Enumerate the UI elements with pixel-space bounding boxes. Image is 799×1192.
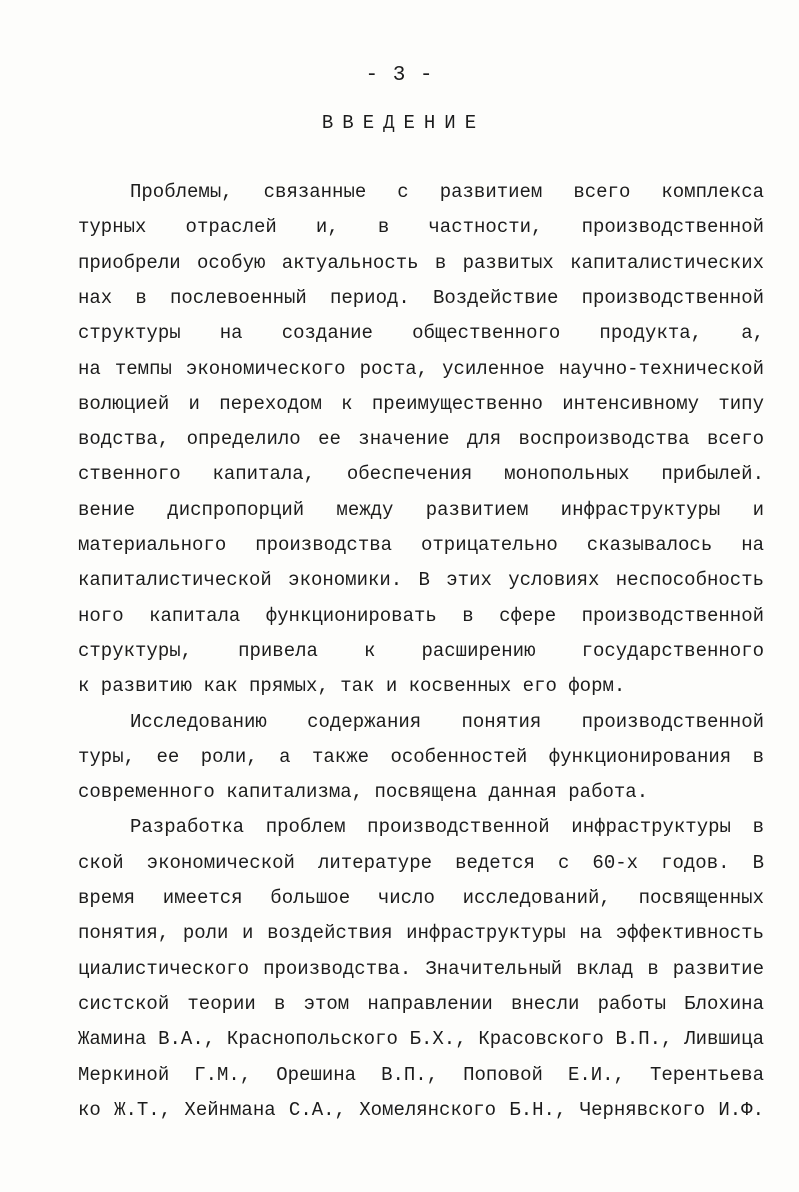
text-line: водства, определило ее значение для воспроизводства всего	[78, 428, 764, 451]
text-line: вение диспропорций между развитием инфраструктуры и	[78, 498, 764, 521]
text-line: циалистического производства. Значительный вклад в развитие	[78, 957, 764, 980]
text-line: нах в послевоенный период. Воздействие производственной	[78, 286, 764, 309]
text-line: Жамина В.А., Краснопольского Б.Х., Красовского В.П., Лившица	[78, 1028, 764, 1051]
text-line: структуры, привела к расширению государственного	[78, 639, 764, 662]
text-line: ного капитала функционировать в сфере производственной	[78, 604, 764, 627]
text-line: время имеется большое число исследований, посвященных	[78, 887, 764, 909]
text-line: ко Ж.Т., Хейнмана С.А., Хомелянского Б.Н., Чернявского И.Ф.	[78, 1098, 764, 1121]
text-line: понятия, роли и воздействия инфраструктуры на эффективность	[78, 922, 764, 945]
text-line: Разработка проблем производственной инфраструктуры в	[130, 816, 764, 839]
text-line: современного капитализма, посвящена данная работа.	[78, 781, 649, 804]
text-line: Меркиной Г.М., Орешина В.П., Поповой Е.И., Терентьева	[78, 1063, 764, 1086]
text-line: Исследованию содержания понятия производственной	[130, 710, 764, 733]
text-line: турных отраслей и, в частности, производственной	[78, 216, 764, 239]
text-line: капиталистической экономики. В этих условиях неспособность	[78, 569, 764, 592]
text-line: структуры на создание общественного продукта, а,	[78, 322, 764, 345]
text-line: ской экономической литературе ведется с 60-х годов. В	[78, 851, 764, 874]
text-line: приобрели особую актуальность в развитых капиталистических	[78, 251, 764, 274]
text-line: на темпы экономического роста, усиленное научно-технической	[78, 357, 764, 380]
text-line: систской теории в этом направлении внесли работы Блохина	[78, 992, 764, 1015]
text-line: к развитию как прямых, так и косвенных его форм.	[78, 675, 626, 698]
text-line: Проблемы, связанные с развитием всего комплекса	[130, 181, 764, 203]
text-line: туры, ее роли, а также особенностей функционирования в	[78, 745, 764, 768]
page-number: - 3 -	[365, 64, 434, 87]
text-line: волюцией и переходом к преимущественно интенсивному типу	[78, 392, 764, 415]
section-heading: ВВЕДЕНИЕ	[321, 112, 486, 134]
text-line: материального производства отрицательно сказывалось на	[78, 534, 764, 556]
text-line: ственного капитала, обеспечения монопольных прибылей.	[78, 463, 764, 486]
